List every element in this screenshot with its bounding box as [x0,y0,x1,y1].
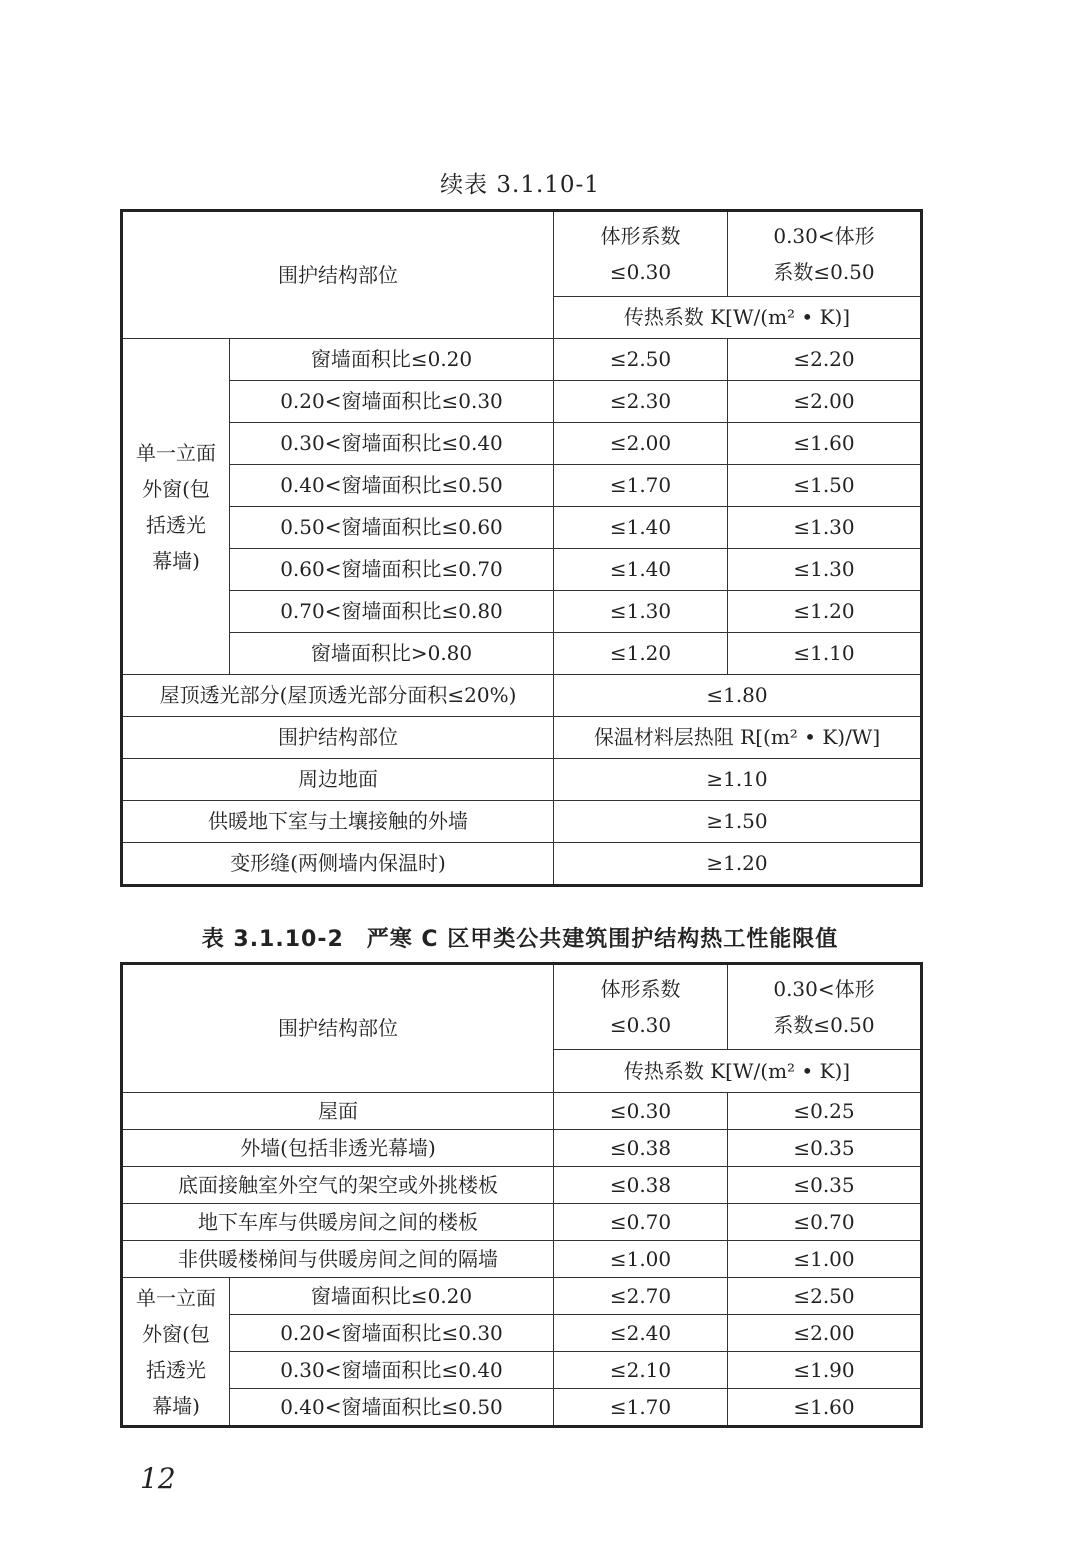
r-row-label: 供暖地下室与土壤接触的外墙 [122,801,554,843]
component-label: 底面接触室外空气的架空或外挑楼板 [122,1167,554,1204]
table-row [122,843,922,886]
table-row [122,381,922,423]
window-ratio-label: 0.40<窗墙面积比≤0.50 [230,465,554,507]
window-ratio-label: 0.30<窗墙面积比≤0.40 [230,1352,554,1389]
value-cell-col2: ≤1.90 [728,1352,922,1389]
table1 [120,209,923,887]
value-cell-col2: ≤1.30 [728,549,922,591]
value-cell-col1: ≤1.30 [554,591,728,633]
value-cell-col2: ≤2.00 [728,1315,922,1352]
window-group-label: 单一立面 外窗(包 括透光 幕墙) [122,339,230,675]
value-cell-col2: ≤1.60 [728,423,922,465]
page-number: 12 [140,1462,176,1495]
window-ratio-label: 0.40<窗墙面积比≤0.50 [230,1389,554,1427]
table-row [122,1241,922,1278]
window-ratio-label: 0.20<窗墙面积比≤0.30 [230,381,554,423]
value-cell-col2: ≤1.00 [728,1241,922,1278]
value-cell-col2: ≤0.70 [728,1204,922,1241]
value-cell-col2: ≤1.10 [728,633,922,675]
r-row-value: ≥1.10 [554,759,922,801]
value-cell-col1: ≤2.70 [554,1278,728,1315]
value-cell-col2: ≤1.50 [728,465,922,507]
table-row [122,507,922,549]
table1-unit-r: 保温材料层热阻 R[(m² • K)/W] [554,717,922,759]
value-cell-col1: ≤1.20 [554,633,728,675]
value-cell-col2: ≤0.35 [728,1130,922,1167]
component-label: 外墙(包括非透光幕墙) [122,1130,554,1167]
value-cell-col1: ≤1.70 [554,1389,728,1427]
table2-header-col2: 0.30<体形 系数≤0.50 [728,964,922,1050]
table1-unit-k: 传热系数 K[W/(m² • K)] [554,297,922,339]
table1-r-header-part: 围护结构部位 [122,717,554,759]
value-cell-col2: ≤0.25 [728,1093,922,1130]
table-row [122,549,922,591]
r-row-value: ≥1.20 [554,843,922,886]
table-row [122,1315,922,1352]
table1-header-part: 围护结构部位 [122,211,554,339]
value-cell-col1: ≤2.40 [554,1315,728,1352]
value-cell-col1: ≤0.70 [554,1204,728,1241]
value-cell-col1: ≤2.30 [554,381,728,423]
table2-caption: 表 3.1.10-2 严寒 C 区甲类公共建筑围护结构热工性能限值 [201,927,839,952]
r-row-label: 周边地面 [122,759,554,801]
value-cell-col1: ≤1.70 [554,465,728,507]
table-row [122,1352,922,1389]
value-cell-col2: ≤2.20 [728,339,922,381]
value-cell-col2: ≤1.30 [728,507,922,549]
table-row [122,591,922,633]
component-label: 屋面 [122,1093,554,1130]
component-label: 非供暖楼梯间与供暖房间之间的隔墙 [122,1241,554,1278]
table-row [122,1204,922,1241]
table-row [122,633,922,675]
window-ratio-label: 窗墙面积比≤0.20 [230,1278,554,1315]
value-cell-col2: ≤2.00 [728,381,922,423]
table2-header-part: 围护结构部位 [122,964,554,1093]
table-row [122,423,922,465]
value-cell-col2: ≤2.50 [728,1278,922,1315]
table2 [120,962,923,1428]
value-cell-col1: ≤1.40 [554,549,728,591]
table1-caption: 续表 3.1.10-1 [440,172,600,198]
value-cell-col2: ≤1.60 [728,1389,922,1427]
value-cell-col1: ≤0.38 [554,1167,728,1204]
table-row [122,801,922,843]
value-cell-col1: ≤2.50 [554,339,728,381]
window-ratio-label: 0.20<窗墙面积比≤0.30 [230,1315,554,1352]
value-cell-col1: ≤1.00 [554,1241,728,1278]
component-label: 地下车库与供暖房间之间的楼板 [122,1204,554,1241]
table-row [122,1093,922,1130]
table1-header-row [122,211,922,297]
table1-header-col2: 0.30<体形 系数≤0.50 [728,211,922,297]
r-row-value: ≥1.50 [554,801,922,843]
table-row [122,1167,922,1204]
value-cell-col1: ≤2.00 [554,423,728,465]
table-row [122,1278,922,1315]
table2-unit-k: 传热系数 K[W/(m² • K)] [554,1050,922,1093]
table-row [122,339,922,381]
window-ratio-label: 0.50<窗墙面积比≤0.60 [230,507,554,549]
table-row [122,759,922,801]
table1-roof-light-row [122,675,922,717]
table2-header-col1: 体形系数 ≤0.30 [554,964,728,1050]
roof-light-value: ≤1.80 [554,675,922,717]
window-ratio-label: 0.30<窗墙面积比≤0.40 [230,423,554,465]
value-cell-col1: ≤2.10 [554,1352,728,1389]
table-row [122,465,922,507]
window-ratio-label: 窗墙面积比≤0.20 [230,339,554,381]
roof-light-label: 屋顶透光部分(屋顶透光部分面积≤20%) [122,675,554,717]
table1-r-header-row [122,717,922,759]
table2-header-row [122,964,922,1050]
window-ratio-label: 0.60<窗墙面积比≤0.70 [230,549,554,591]
value-cell-col1: ≤1.40 [554,507,728,549]
window-ratio-label: 窗墙面积比>0.80 [230,633,554,675]
value-cell-col1: ≤0.38 [554,1130,728,1167]
r-row-label: 变形缝(两侧墙内保温时) [122,843,554,886]
table1-header-col1: 体形系数 ≤0.30 [554,211,728,297]
value-cell-col2: ≤0.35 [728,1167,922,1204]
value-cell-col2: ≤1.20 [728,591,922,633]
table-row [122,1389,922,1427]
value-cell-col1: ≤0.30 [554,1093,728,1130]
table-row [122,1130,922,1167]
window-group-label: 单一立面 外窗(包 括透光 幕墙) [122,1278,230,1427]
window-ratio-label: 0.70<窗墙面积比≤0.80 [230,591,554,633]
